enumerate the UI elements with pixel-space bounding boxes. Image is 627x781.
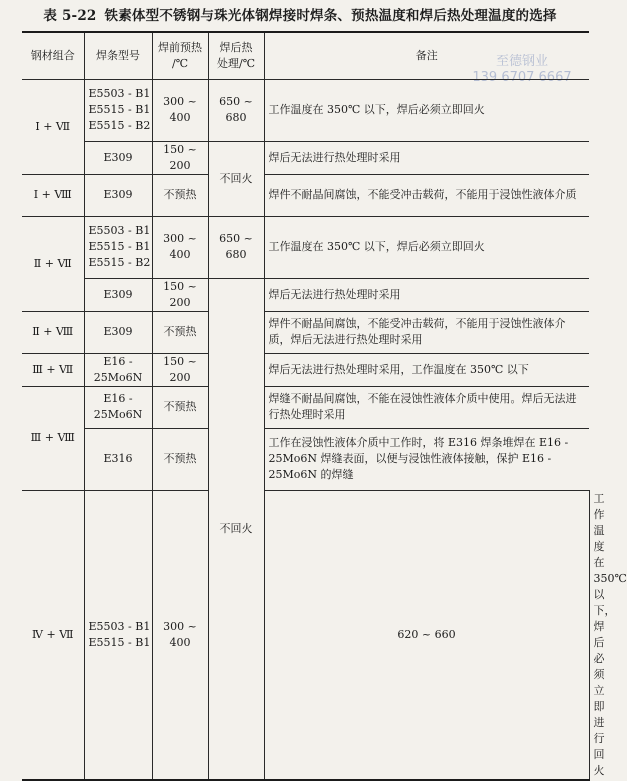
remark-cell: 焊件不耐晶间腐蚀，不能受冲击载荷，不能用于浸蚀性液体介质，焊后无法进行热处理时采用	[264, 311, 589, 353]
electrode-cell: E309	[84, 311, 152, 353]
combo-cell: Ⅰ + Ⅶ	[22, 79, 84, 174]
postheat-cell: 不回火	[208, 141, 264, 216]
header-electrode: 焊条型号	[84, 32, 152, 79]
combo-cell: Ⅳ + Ⅶ	[22, 490, 84, 780]
table-row: Ⅳ + Ⅶ E5503 - B1 E5515 - B1 300 ~ 400 620 ~ 660 工作温度在 350℃ 以下，焊后必须立即进行回火	[22, 490, 589, 780]
header-postheat: 焊后热 处理/℃	[208, 32, 264, 79]
remark-cell: 焊后无法进行热处理时采用	[264, 278, 589, 311]
postheat-cell: 650 ~ 680	[208, 79, 264, 141]
electrode-cell: E309	[84, 278, 152, 311]
table-row	[22, 428, 589, 490]
preheat-cell: 150 ~ 200	[152, 278, 208, 311]
postheat-cell: 620 ~ 660	[264, 490, 589, 780]
preheat-cell: 300 ~ 400	[152, 79, 208, 141]
electrode-cell: E5503 - B1 E5515 - B1	[84, 490, 152, 780]
header-combo: 钢材组合	[22, 32, 84, 79]
combo-cell: Ⅰ + Ⅷ	[22, 174, 84, 216]
table-row	[22, 216, 589, 278]
table-row	[22, 278, 589, 311]
table-row	[22, 141, 589, 174]
preheat-cell: 不预热	[152, 428, 208, 490]
electrode-cell: E16 - 25Mo6N	[84, 353, 152, 386]
header-remark: 备注	[264, 32, 589, 79]
remark-cell: 工作温度在 350℃ 以下，焊后必须立即回火	[264, 216, 589, 278]
preheat-cell: 300 ~ 400	[152, 216, 208, 278]
electrode-cell: E316	[84, 428, 152, 490]
electrode-cell: E16 - 25Mo6N	[84, 386, 152, 428]
watermark-line-2: 139 6707 6667	[472, 70, 572, 85]
preheat-cell: 不预热	[152, 174, 208, 216]
watermark-line-1: 至德钢业	[495, 54, 548, 69]
combo-cell: Ⅲ + Ⅶ	[22, 353, 84, 386]
electrode-cell: E309	[84, 141, 152, 174]
electrode-cell: E5503 - B1 E5515 - B1 E5515 - B2	[84, 79, 152, 141]
table-row	[22, 174, 589, 216]
header-row	[22, 32, 589, 79]
header-preheat: 焊前预热 /℃	[152, 32, 208, 79]
table-caption	[0, 4, 600, 24]
postheat-cell: 不回火	[208, 278, 264, 780]
combo-cell: Ⅱ + Ⅷ	[22, 311, 84, 353]
remark-cell: 焊缝不耐晶间腐蚀，不能在浸蚀性液体介质中使用。焊后无法进行热处理时采用	[264, 386, 589, 428]
table-number: 表 5-22	[43, 8, 97, 24]
preheat-cell: 不预热	[152, 386, 208, 428]
remark-cell: 焊件不耐晶间腐蚀，不能受冲击载荷，不能用于浸蚀性液体介质	[264, 174, 589, 216]
table-row	[22, 386, 589, 428]
preheat-cell: 300 ~ 400	[152, 490, 208, 780]
table-row	[22, 311, 589, 353]
combo-cell: Ⅲ + Ⅷ	[22, 386, 84, 490]
remark-cell: 工作温度在 350℃ 以下，焊后必须立即回火	[264, 79, 589, 141]
preheat-cell: 不预热	[152, 311, 208, 353]
selection-table	[22, 31, 627, 781]
table-row	[22, 353, 589, 386]
table-title: 铁素体型不锈钢与珠光体钢焊接时焊条、预热温度和焊后热处理温度的选择	[104, 8, 557, 24]
combo-cell: Ⅱ + Ⅶ	[22, 216, 84, 311]
remark-cell: 工作在浸蚀性液体介质中工作时，将 E316 焊条堆焊在 E16 - 25Mo6N 焊缝表面，以便与浸蚀性液体接触，保护 E16 - 25Mo6N 的焊缝	[264, 428, 589, 490]
preheat-cell: 150 ~ 200	[152, 141, 208, 174]
preheat-cell: 150 ~ 200	[152, 353, 208, 386]
remark-cell: 焊后无法进行热处理时采用，工作温度在 350℃ 以下	[264, 353, 589, 386]
table-row	[22, 79, 589, 141]
electrode-cell: E5503 - B1 E5515 - B1 E5515 - B2	[84, 216, 152, 278]
postheat-cell: 650 ~ 680	[208, 216, 264, 278]
remark-cell: 焊后无法进行热处理时采用	[264, 141, 589, 174]
electrode-cell: E309	[84, 174, 152, 216]
